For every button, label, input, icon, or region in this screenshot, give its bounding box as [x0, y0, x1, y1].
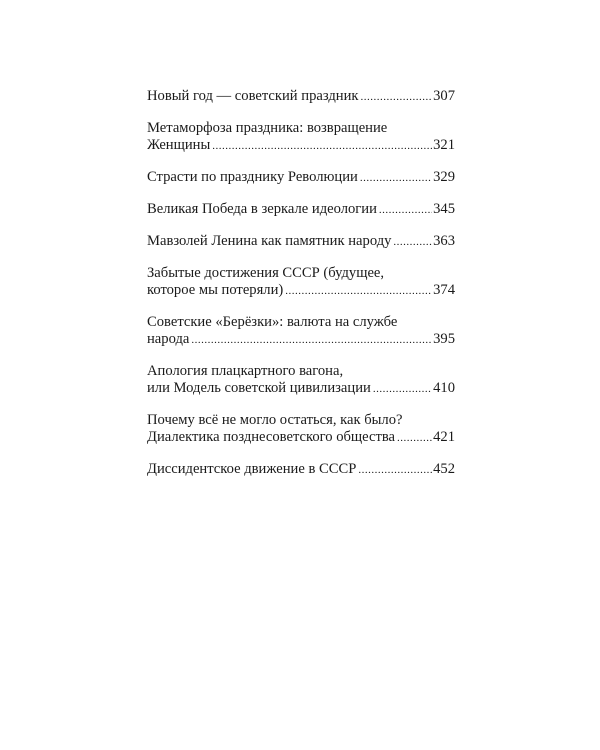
toc-entry[interactable]: [147, 88, 455, 106]
toc-leader-dots: [379, 202, 432, 219]
toc-entry[interactable]: [147, 169, 455, 187]
toc-leader-dots: [191, 332, 432, 349]
toc-entry[interactable]: [147, 233, 455, 251]
toc-entry-last-line: [147, 137, 455, 155]
toc-entry-title: Почему всё не могло остаться, как было?: [147, 412, 403, 428]
toc-entry-last-line: [147, 282, 455, 300]
toc-entry[interactable]: [147, 461, 455, 479]
toc-entry[interactable]: [147, 201, 455, 219]
toc-entry[interactable]: [147, 314, 455, 349]
table-of-contents: [147, 88, 455, 493]
toc-page-number: 307: [433, 88, 455, 104]
toc-leader-dots: [212, 138, 432, 155]
toc-entry-last-line: [147, 169, 455, 187]
toc-entry-last-line: [147, 380, 455, 398]
toc-entry-title: Диссидентское движение в СССР: [147, 461, 357, 477]
toc-page-number: 345: [433, 201, 455, 217]
toc-entry-title-continued: или Модель советской цивилизации: [147, 380, 371, 396]
toc-leader-dots: [285, 283, 432, 300]
toc-page-number: 321: [433, 137, 455, 153]
toc-entry[interactable]: [147, 412, 455, 447]
toc-entry-last-line: [147, 331, 455, 349]
toc-entry[interactable]: [147, 120, 455, 155]
toc-entry-title: Великая Победа в зеркале идеологии: [147, 201, 377, 217]
toc-entry-title: Советские «Берёзки»: валюта на службе: [147, 314, 398, 330]
toc-leader-dots: [358, 462, 432, 479]
toc-page-number: 421: [433, 429, 455, 445]
toc-leader-dots: [360, 170, 432, 187]
toc-entry-title-continued: которое мы потеряли): [147, 282, 284, 298]
toc-leader-dots: [373, 381, 432, 398]
toc-entry-title-continued: Женщины: [147, 137, 211, 153]
toc-entry-title: Метаморфоза праздника: возвращение: [147, 120, 388, 136]
toc-entry-last-line: [147, 461, 455, 479]
toc-entry[interactable]: [147, 363, 455, 398]
toc-entry-title: Апология плацкартного вагона,: [147, 363, 344, 379]
toc-leader-dots: [360, 89, 432, 106]
toc-entry-title: Мавзолей Ленина как памятник народу: [147, 233, 392, 249]
toc-entry-title: Страсти по празднику Революции: [147, 169, 358, 185]
toc-entry[interactable]: [147, 265, 455, 300]
toc-entry-last-line: [147, 233, 455, 251]
toc-page-number: 452: [433, 461, 455, 477]
toc-entry-title-continued: Диалектика позднесоветского общества: [147, 429, 396, 445]
toc-entry-title: Новый год — советский праздник: [147, 88, 359, 104]
toc-page-number: 410: [433, 380, 455, 396]
toc-entry-title-continued: народа: [147, 331, 190, 347]
toc-entry-last-line: [147, 429, 455, 447]
toc-page-number: 395: [433, 331, 455, 347]
toc-entry-last-line: [147, 88, 455, 106]
toc-page-number: 374: [433, 282, 455, 298]
toc-page-number: 363: [433, 233, 455, 249]
toc-entry-title: Забытые достижения СССР (будущее,: [147, 265, 385, 281]
toc-leader-dots: [393, 234, 432, 251]
toc-page-number: 329: [433, 169, 455, 185]
toc-leader-dots: [397, 430, 432, 447]
toc-entry-last-line: [147, 201, 455, 219]
